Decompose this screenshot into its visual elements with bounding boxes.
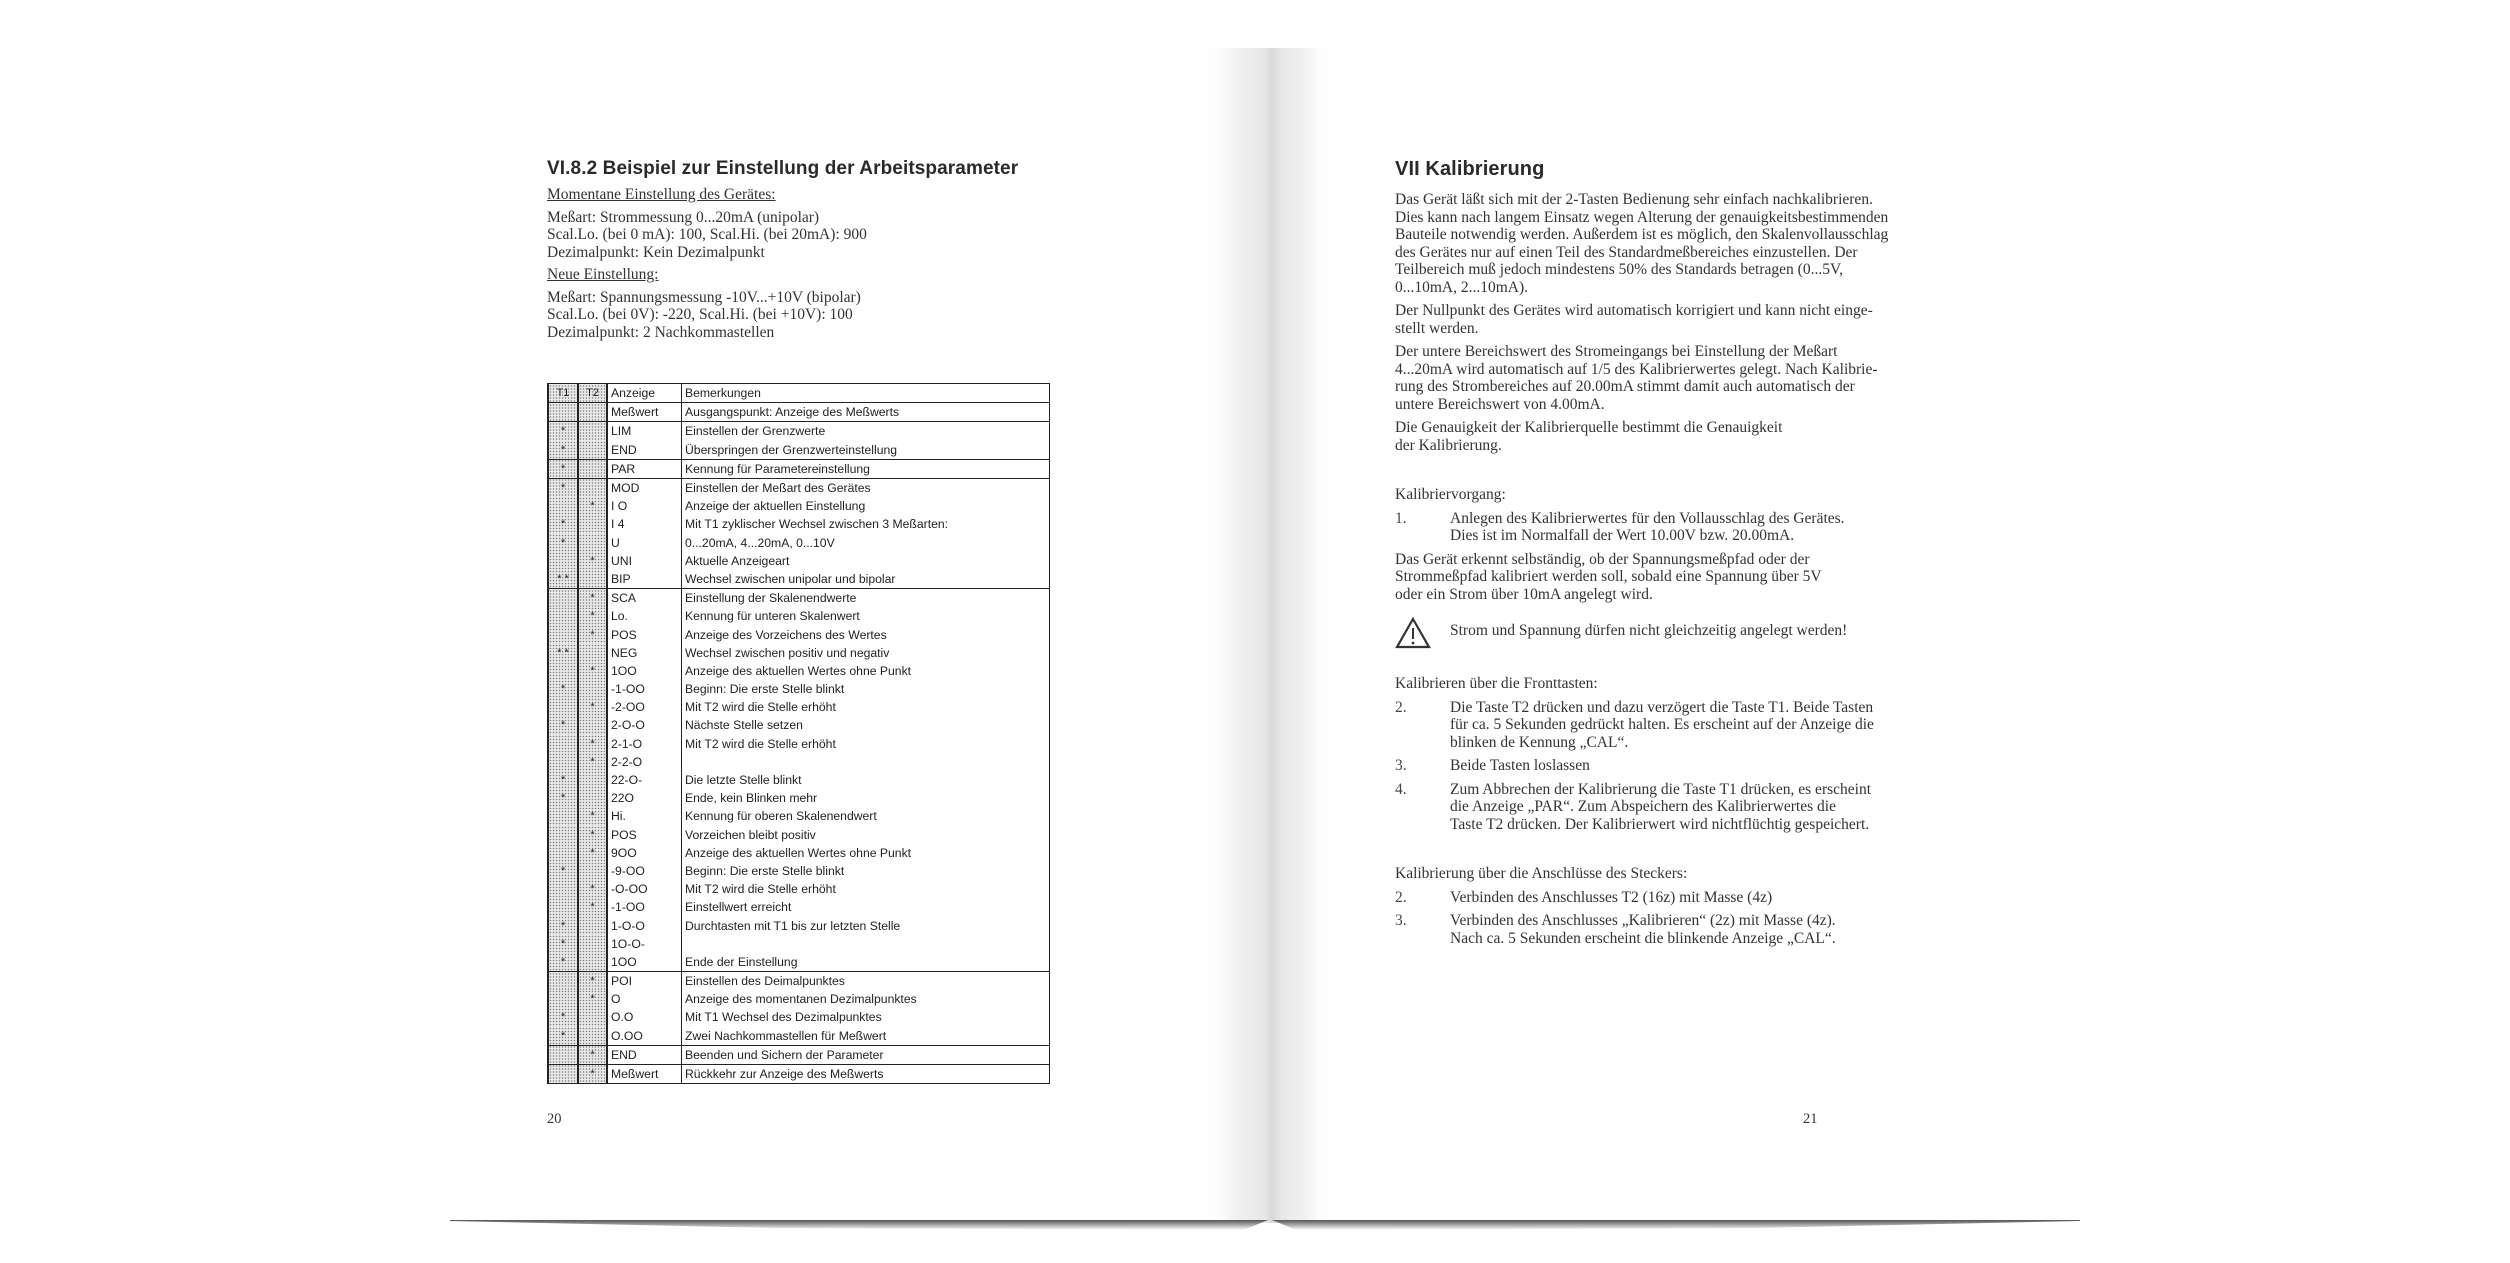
cell-t2 bbox=[578, 478, 607, 497]
list-text-line: Anlegen des Kalibrierwertes für den Vollausschlag des Gerätes. bbox=[1450, 509, 1845, 527]
cell-t1 bbox=[548, 552, 578, 570]
cell-anzeige: O bbox=[607, 990, 682, 1008]
list-number: 4. bbox=[1395, 780, 1407, 798]
table-row bbox=[548, 753, 1050, 771]
cell-anzeige: 1OO bbox=[607, 953, 682, 972]
list-item bbox=[1395, 699, 1955, 752]
table-row bbox=[548, 935, 1050, 953]
intro-paragraphs bbox=[1395, 191, 1955, 454]
cell-bemerkung: Kennung für oberen Skalenendwert bbox=[682, 807, 1050, 825]
cell-anzeige: 9OO bbox=[607, 844, 682, 862]
header-anzeige: Anzeige bbox=[607, 384, 682, 403]
cell-bemerkung: Nächste Stelle setzen bbox=[682, 716, 1050, 734]
current-setting-line: Scal.Lo. (bei 0 mA): 100, Scal.Hi. (bei 20mA): 900 bbox=[547, 226, 867, 243]
cell-anzeige: -O-OO bbox=[607, 880, 682, 898]
cell-bemerkung: Durchtasten mit T1 bis zur letzten Stelle bbox=[682, 916, 1050, 934]
cell-t1: * bbox=[548, 1027, 578, 1046]
cell-anzeige: Hi. bbox=[607, 807, 682, 825]
cell-anzeige: MOD bbox=[607, 478, 682, 497]
cell-t1: * bbox=[548, 680, 578, 698]
cell-anzeige: -9-OO bbox=[607, 862, 682, 880]
cell-anzeige: 1-O-O bbox=[607, 916, 682, 934]
procedure-label: Kalibriervorgang: bbox=[1395, 486, 1506, 503]
cell-t1: * bbox=[548, 422, 578, 441]
list-text bbox=[1450, 889, 1772, 907]
new-setting-line: Dezimalpunkt: 2 Nachkommastellen bbox=[547, 323, 775, 341]
cell-bemerkung: Mit T2 wird die Stelle erhöht bbox=[682, 735, 1050, 753]
cell-anzeige: Meßwert bbox=[607, 403, 682, 422]
cell-t1 bbox=[548, 1064, 578, 1083]
paragraph-line: Strommeßpfad kalibriert werden soll, sobald eine Spannung über 5V bbox=[1395, 568, 1822, 585]
list-text-line: blinken de Kennung „CAL“. bbox=[1450, 733, 1629, 751]
cell-t1 bbox=[548, 497, 578, 515]
cell-t1: * bbox=[548, 515, 578, 533]
cell-t1: * bbox=[548, 916, 578, 934]
table-row bbox=[548, 662, 1050, 680]
paragraph-line: Das Gerät läßt sich mit der 2-Tasten Bedienung sehr einfach nachkalibrieren. bbox=[1395, 191, 1873, 208]
warning-note bbox=[1395, 617, 1955, 649]
cell-t2: * bbox=[578, 990, 607, 1008]
paragraph bbox=[1395, 343, 1955, 413]
list-item bbox=[1395, 912, 1955, 947]
paragraph-line: Der Nullpunkt des Gerätes wird automatisch korrigiert und kann nicht einge- bbox=[1395, 302, 1873, 319]
cell-t2 bbox=[578, 422, 607, 441]
paragraph-line: 0...10mA, 2...10mA). bbox=[1395, 278, 1529, 296]
cell-anzeige: O.OO bbox=[607, 1027, 682, 1046]
cell-t1 bbox=[548, 735, 578, 753]
cell-t1: * bbox=[548, 459, 578, 478]
cell-bemerkung: Vorzeichen bleibt positiv bbox=[682, 826, 1050, 844]
cell-t1: * bbox=[548, 771, 578, 789]
table-row bbox=[548, 403, 1050, 422]
cell-bemerkung: Beenden und Sichern der Parameter bbox=[682, 1045, 1050, 1064]
cell-anzeige: END bbox=[607, 1045, 682, 1064]
paragraph bbox=[1395, 302, 1955, 337]
table-row bbox=[548, 716, 1050, 734]
cell-t1 bbox=[548, 589, 578, 608]
cell-t2 bbox=[578, 771, 607, 789]
table-row bbox=[548, 534, 1050, 552]
paragraph-line: der Kalibrierung. bbox=[1395, 436, 1502, 454]
new-setting-line: Scal.Lo. (bei 0V): -220, Scal.Hi. (bei +10V): 100 bbox=[547, 306, 853, 323]
cell-anzeige: -2-OO bbox=[607, 698, 682, 716]
table-row bbox=[548, 990, 1050, 1008]
paragraph-line: untere Bereichswert von 4.00mA. bbox=[1395, 395, 1605, 413]
cell-t2 bbox=[578, 441, 607, 460]
list-number: 2. bbox=[1395, 698, 1407, 716]
cell-t1: * bbox=[548, 862, 578, 880]
table-row bbox=[548, 789, 1050, 807]
cell-t1 bbox=[548, 662, 578, 680]
cell-t2: * bbox=[578, 662, 607, 680]
cell-t2: * bbox=[578, 972, 607, 991]
cell-bemerkung: Ende der Einstellung bbox=[682, 953, 1050, 972]
table-row bbox=[548, 1045, 1050, 1064]
new-settings bbox=[547, 289, 1067, 342]
cell-bemerkung: Zwei Nachkommastellen für Meßwert bbox=[682, 1027, 1050, 1046]
table-row bbox=[548, 515, 1050, 533]
table-row bbox=[548, 1027, 1050, 1046]
cell-anzeige: UNI bbox=[607, 552, 682, 570]
page-number-right: 21 bbox=[1803, 1111, 1818, 1127]
list-text-line: für ca. 5 Sekunden gedrückt halten. Es erscheint auf der Anzeige die bbox=[1450, 716, 1874, 733]
right-page bbox=[1265, 48, 2080, 1223]
cell-anzeige: PAR bbox=[607, 459, 682, 478]
current-setting-line: Meßart: Strommessung 0...20mA (unipolar) bbox=[547, 208, 820, 226]
paragraph-line: stellt werden. bbox=[1395, 319, 1479, 337]
cell-bemerkung: Aktuelle Anzeigeart bbox=[682, 552, 1050, 570]
paragraph-line: rung des Strombereiches auf 20.00mA stimmt damit auch automatisch der bbox=[1395, 378, 1855, 395]
table-row bbox=[548, 644, 1050, 662]
cell-t2: * bbox=[578, 1064, 607, 1083]
warning-text: Strom und Spannung dürfen nicht gleichzeitig angelegt werden! bbox=[1450, 621, 1848, 639]
cell-anzeige: -1-OO bbox=[607, 898, 682, 916]
cell-t2 bbox=[578, 515, 607, 533]
table-row bbox=[548, 953, 1050, 972]
cell-anzeige: 1O-O- bbox=[607, 935, 682, 953]
left-page bbox=[450, 48, 1265, 1223]
cell-t2: * bbox=[578, 1045, 607, 1064]
cell-anzeige: I O bbox=[607, 497, 682, 515]
table-row bbox=[548, 570, 1050, 589]
cell-t1: * bbox=[548, 953, 578, 972]
cell-anzeige: POI bbox=[607, 972, 682, 991]
paragraph-line: Teilbereich muß jedoch mindestens 50% des Standards betragen (0...5V, bbox=[1395, 261, 1844, 278]
cell-t2: * bbox=[578, 880, 607, 898]
cell-bemerkung: Rückkehr zur Anzeige des Meßwerts bbox=[682, 1064, 1050, 1083]
cell-t1: * bbox=[548, 1008, 578, 1026]
cell-t2: * bbox=[578, 589, 607, 608]
cell-anzeige: 2-2-O bbox=[607, 753, 682, 771]
header-bemerkungen: Bemerkungen bbox=[682, 384, 1050, 403]
table-row bbox=[548, 844, 1050, 862]
list-text bbox=[1450, 699, 1874, 752]
cell-t1: * bbox=[548, 478, 578, 497]
cell-t2: * bbox=[578, 844, 607, 862]
plug-label: Kalibrierung über die Anschlüsse des Steckers: bbox=[1395, 865, 1688, 882]
cell-bemerkung: Mit T1 Wechsel des Dezimalpunktes bbox=[682, 1008, 1050, 1026]
cell-t1 bbox=[548, 807, 578, 825]
cell-anzeige: 22-O- bbox=[607, 771, 682, 789]
cell-t1: * bbox=[548, 789, 578, 807]
list-text-line: Verbinden des Anschlusses „Kalibrieren“ (2z) mit Masse (4z). bbox=[1450, 912, 1836, 929]
header-t1: T1 bbox=[548, 384, 578, 403]
table-header-row bbox=[548, 384, 1050, 403]
cell-t2: * bbox=[578, 698, 607, 716]
cell-t2: * bbox=[578, 826, 607, 844]
cell-anzeige: U bbox=[607, 534, 682, 552]
cell-bemerkung: Wechsel zwischen unipolar und bipolar bbox=[682, 570, 1050, 589]
cell-bemerkung: Einstellen der Meßart des Gerätes bbox=[682, 478, 1050, 497]
cell-anzeige: END bbox=[607, 441, 682, 460]
cell-t2: * bbox=[578, 552, 607, 570]
cell-t2: * bbox=[578, 607, 607, 625]
list-text-line: Verbinden des Anschlusses T2 (16z) mit Masse (4z) bbox=[1450, 888, 1773, 906]
plug-steps bbox=[1395, 889, 1955, 948]
right-page-edge bbox=[1272, 1220, 2080, 1230]
table-row bbox=[548, 1008, 1050, 1026]
cell-t1: * bbox=[548, 716, 578, 734]
list-text-line: die Anzeige „PAR“. Zum Abspeichern des Kalibrierwertes die bbox=[1450, 798, 1836, 815]
paragraph-line: Das Gerät erkennt selbständig, ob der Spannungsmeßpfad oder der bbox=[1395, 550, 1810, 568]
list-item bbox=[1395, 757, 1955, 775]
cell-bemerkung: Mit T1 zyklischer Wechsel zwischen 3 Meßarten: bbox=[682, 515, 1050, 533]
cell-t2 bbox=[578, 680, 607, 698]
section-heading: VI.8.2 Beispiel zur Einstellung der Arbeitsparameter bbox=[547, 158, 1019, 179]
cell-t1 bbox=[548, 1045, 578, 1064]
cell-t1 bbox=[548, 698, 578, 716]
right-page-content bbox=[1395, 158, 1955, 953]
cell-bemerkung: Kennung für Parametereinstellung bbox=[682, 459, 1050, 478]
cell-t2: * bbox=[578, 898, 607, 916]
left-page-content bbox=[547, 158, 1067, 346]
cell-bemerkung: Anzeige des momentanen Dezimalpunktes bbox=[682, 990, 1050, 1008]
cell-t1 bbox=[548, 826, 578, 844]
cell-bemerkung: Die letzte Stelle blinkt bbox=[682, 771, 1050, 789]
cell-t1 bbox=[548, 607, 578, 625]
cell-t1: * * bbox=[548, 570, 578, 589]
paragraph-line: Der untere Bereichswert des Stromeingangs bei Einstellung der Meßart bbox=[1395, 343, 1838, 360]
cell-t1: * bbox=[548, 935, 578, 953]
table-row bbox=[548, 826, 1050, 844]
cell-anzeige: NEG bbox=[607, 644, 682, 662]
cell-t2 bbox=[578, 1008, 607, 1026]
procedure-steps bbox=[1395, 510, 1955, 545]
cell-t2: * bbox=[578, 807, 607, 825]
cell-t2: * bbox=[578, 625, 607, 643]
chapter-heading: VII Kalibrierung bbox=[1395, 158, 1545, 180]
list-number: 1. bbox=[1395, 509, 1407, 527]
parameter-table bbox=[547, 383, 1050, 1084]
list-text bbox=[1450, 781, 1871, 834]
cell-bemerkung: Wechsel zwischen positiv und negativ bbox=[682, 644, 1050, 662]
table-row bbox=[548, 771, 1050, 789]
cell-anzeige: LIM bbox=[607, 422, 682, 441]
cell-t1: * bbox=[548, 534, 578, 552]
table-row bbox=[548, 1064, 1050, 1083]
table-row bbox=[548, 698, 1050, 716]
table-row bbox=[548, 807, 1050, 825]
cell-bemerkung: Kennung für unteren Skalenwert bbox=[682, 607, 1050, 625]
cell-anzeige: -1-OO bbox=[607, 680, 682, 698]
current-setting-line: Dezimalpunkt: Kein Dezimalpunkt bbox=[547, 243, 765, 261]
cell-bemerkung: Anzeige des aktuellen Wertes ohne Punkt bbox=[682, 844, 1050, 862]
cell-t2 bbox=[578, 1027, 607, 1046]
cell-bemerkung bbox=[682, 935, 1050, 953]
list-text-line: Nach ca. 5 Sekunden erscheint die blinkende Anzeige „CAL“. bbox=[1450, 929, 1836, 947]
cell-bemerkung: Einstellung der Skalenendwerte bbox=[682, 589, 1050, 608]
cell-bemerkung bbox=[682, 753, 1050, 771]
cell-anzeige: 1OO bbox=[607, 662, 682, 680]
cell-bemerkung: Beginn: Die erste Stelle blinkt bbox=[682, 862, 1050, 880]
list-item bbox=[1395, 781, 1955, 834]
table-row bbox=[548, 422, 1050, 441]
current-settings bbox=[547, 209, 1067, 262]
front-keys-label: Kalibrieren über die Fronttasten: bbox=[1395, 675, 1598, 692]
cell-t1 bbox=[548, 898, 578, 916]
cell-anzeige: I 4 bbox=[607, 515, 682, 533]
cell-bemerkung: Anzeige des aktuellen Wertes ohne Punkt bbox=[682, 662, 1050, 680]
new-settings-label: Neue Einstellung: bbox=[547, 266, 659, 283]
cell-t2: * bbox=[578, 753, 607, 771]
cell-bemerkung: Mit T2 wird die Stelle erhöht bbox=[682, 698, 1050, 716]
cell-bemerkung: Einstellwert erreicht bbox=[682, 898, 1050, 916]
cell-bemerkung: Anzeige der aktuellen Einstellung bbox=[682, 497, 1050, 515]
cell-t2: * bbox=[578, 735, 607, 753]
cell-anzeige: Meßwert bbox=[607, 1064, 682, 1083]
front-keys-steps bbox=[1395, 699, 1955, 834]
list-text bbox=[1450, 510, 1845, 545]
list-number: 2. bbox=[1395, 888, 1407, 906]
detect-paragraph bbox=[1395, 551, 1955, 604]
cell-t1 bbox=[548, 753, 578, 771]
cell-bemerkung: Einstellen des Deimalpunktes bbox=[682, 972, 1050, 991]
paragraph bbox=[1395, 191, 1955, 296]
cell-anzeige: 22O bbox=[607, 789, 682, 807]
cell-t2 bbox=[578, 570, 607, 589]
cell-t2 bbox=[578, 916, 607, 934]
cell-bemerkung: Überspringen der Grenzwerteinstellung bbox=[682, 441, 1050, 460]
list-item bbox=[1395, 889, 1955, 907]
cell-bemerkung: Einstellen der Grenzwerte bbox=[682, 422, 1050, 441]
open-book bbox=[450, 48, 2080, 1223]
table-row bbox=[548, 607, 1050, 625]
cell-t1 bbox=[548, 972, 578, 991]
cell-t1: * bbox=[548, 441, 578, 460]
list-number: 3. bbox=[1395, 912, 1407, 929]
list-text-line: Beide Tasten loslassen bbox=[1450, 757, 1590, 774]
list-text-line: Die Taste T2 drücken und dazu verzögert die Taste T1. Beide Tasten bbox=[1450, 698, 1874, 716]
header-t2: T2 bbox=[578, 384, 607, 403]
list-text-line: Dies ist im Normalfall der Wert 10.00V bzw. 20.00mA. bbox=[1450, 527, 1795, 544]
cell-anzeige: 2-O-O bbox=[607, 716, 682, 734]
list-number: 3. bbox=[1395, 757, 1407, 774]
cell-t2 bbox=[578, 459, 607, 478]
paragraph-line: des Gerätes nur auf einen Teil des Standardmeßbereiches einzustellen. Der bbox=[1395, 243, 1858, 261]
cell-t2 bbox=[578, 935, 607, 953]
table-row bbox=[548, 552, 1050, 570]
cell-bemerkung: Ende, kein Blinken mehr bbox=[682, 789, 1050, 807]
cell-t2 bbox=[578, 953, 607, 972]
table-row bbox=[548, 916, 1050, 934]
cell-anzeige: O.O bbox=[607, 1008, 682, 1026]
list-item bbox=[1395, 510, 1955, 545]
cell-t2 bbox=[578, 644, 607, 662]
cell-t2: * bbox=[578, 497, 607, 515]
table-row bbox=[548, 898, 1050, 916]
cell-t1: * * bbox=[548, 644, 578, 662]
table-row bbox=[548, 625, 1050, 643]
cell-t2 bbox=[578, 789, 607, 807]
table-row bbox=[548, 862, 1050, 880]
table-row bbox=[548, 680, 1050, 698]
cell-anzeige: Lo. bbox=[607, 607, 682, 625]
paragraph-line: Die Genauigkeit der Kalibrierquelle bestimmt die Genauigkeit bbox=[1395, 419, 1783, 436]
cell-t1 bbox=[548, 844, 578, 862]
cell-bemerkung: 0...20mA, 4...20mA, 0...10V bbox=[682, 534, 1050, 552]
cell-t1 bbox=[548, 625, 578, 643]
cell-anzeige: POS bbox=[607, 625, 682, 643]
cell-t1 bbox=[548, 880, 578, 898]
paragraph-line: oder ein Strom über 10mA angelegt wird. bbox=[1395, 585, 1653, 603]
table-row bbox=[548, 880, 1050, 898]
list-text bbox=[1450, 757, 1590, 775]
table-row bbox=[548, 478, 1050, 497]
paragraph-line: Bauteile notwendig werden. Außerdem ist es möglich, den Skalenvollausschlag bbox=[1395, 226, 1889, 243]
cell-anzeige: POS bbox=[607, 826, 682, 844]
cell-bemerkung: Mit T2 wird die Stelle erhöht bbox=[682, 880, 1050, 898]
list-text bbox=[1450, 912, 1836, 947]
page-number-left: 20 bbox=[547, 1111, 562, 1127]
book-spine-shadow bbox=[1220, 48, 1320, 1223]
table-row bbox=[548, 735, 1050, 753]
table-row bbox=[548, 972, 1050, 991]
warning-triangle-icon bbox=[1395, 617, 1431, 649]
cell-anzeige: SCA bbox=[607, 589, 682, 608]
cell-t2 bbox=[578, 716, 607, 734]
list-text-line: Taste T2 drücken. Der Kalibrierwert wird nichtflüchtig gespeichert. bbox=[1450, 815, 1870, 833]
table-row bbox=[548, 441, 1050, 460]
cell-t2 bbox=[578, 862, 607, 880]
new-setting-line: Meßart: Spannungsmessung -10V...+10V (bipolar) bbox=[547, 288, 861, 306]
cell-t1 bbox=[548, 403, 578, 422]
cell-anzeige: 2-1-O bbox=[607, 735, 682, 753]
cell-anzeige: BIP bbox=[607, 570, 682, 589]
cell-t2 bbox=[578, 403, 607, 422]
cell-bemerkung: Anzeige des Vorzeichens des Wertes bbox=[682, 625, 1050, 643]
paragraph-line: 4...20mA wird automatisch auf 1/5 des Kalibrierwertes gelegt. Nach Kalibrie- bbox=[1395, 360, 1878, 378]
current-settings-label: Momentane Einstellung des Gerätes: bbox=[547, 186, 776, 203]
table-row bbox=[548, 459, 1050, 478]
paragraph bbox=[1395, 419, 1955, 454]
left-page-edge bbox=[450, 1220, 1268, 1230]
cell-bemerkung: Ausgangspunkt: Anzeige des Meßwerts bbox=[682, 403, 1050, 422]
cell-t2 bbox=[578, 534, 607, 552]
cell-bemerkung: Beginn: Die erste Stelle blinkt bbox=[682, 680, 1050, 698]
list-text-line: Zum Abbrechen der Kalibrierung die Taste T1 drücken, es erscheint bbox=[1450, 780, 1872, 798]
paragraph-line: Dies kann nach langem Einsatz wegen Alterung der genauigkeitsbestimmenden bbox=[1395, 208, 1889, 226]
table-row bbox=[548, 589, 1050, 608]
cell-t1 bbox=[548, 990, 578, 1008]
table-row bbox=[548, 497, 1050, 515]
